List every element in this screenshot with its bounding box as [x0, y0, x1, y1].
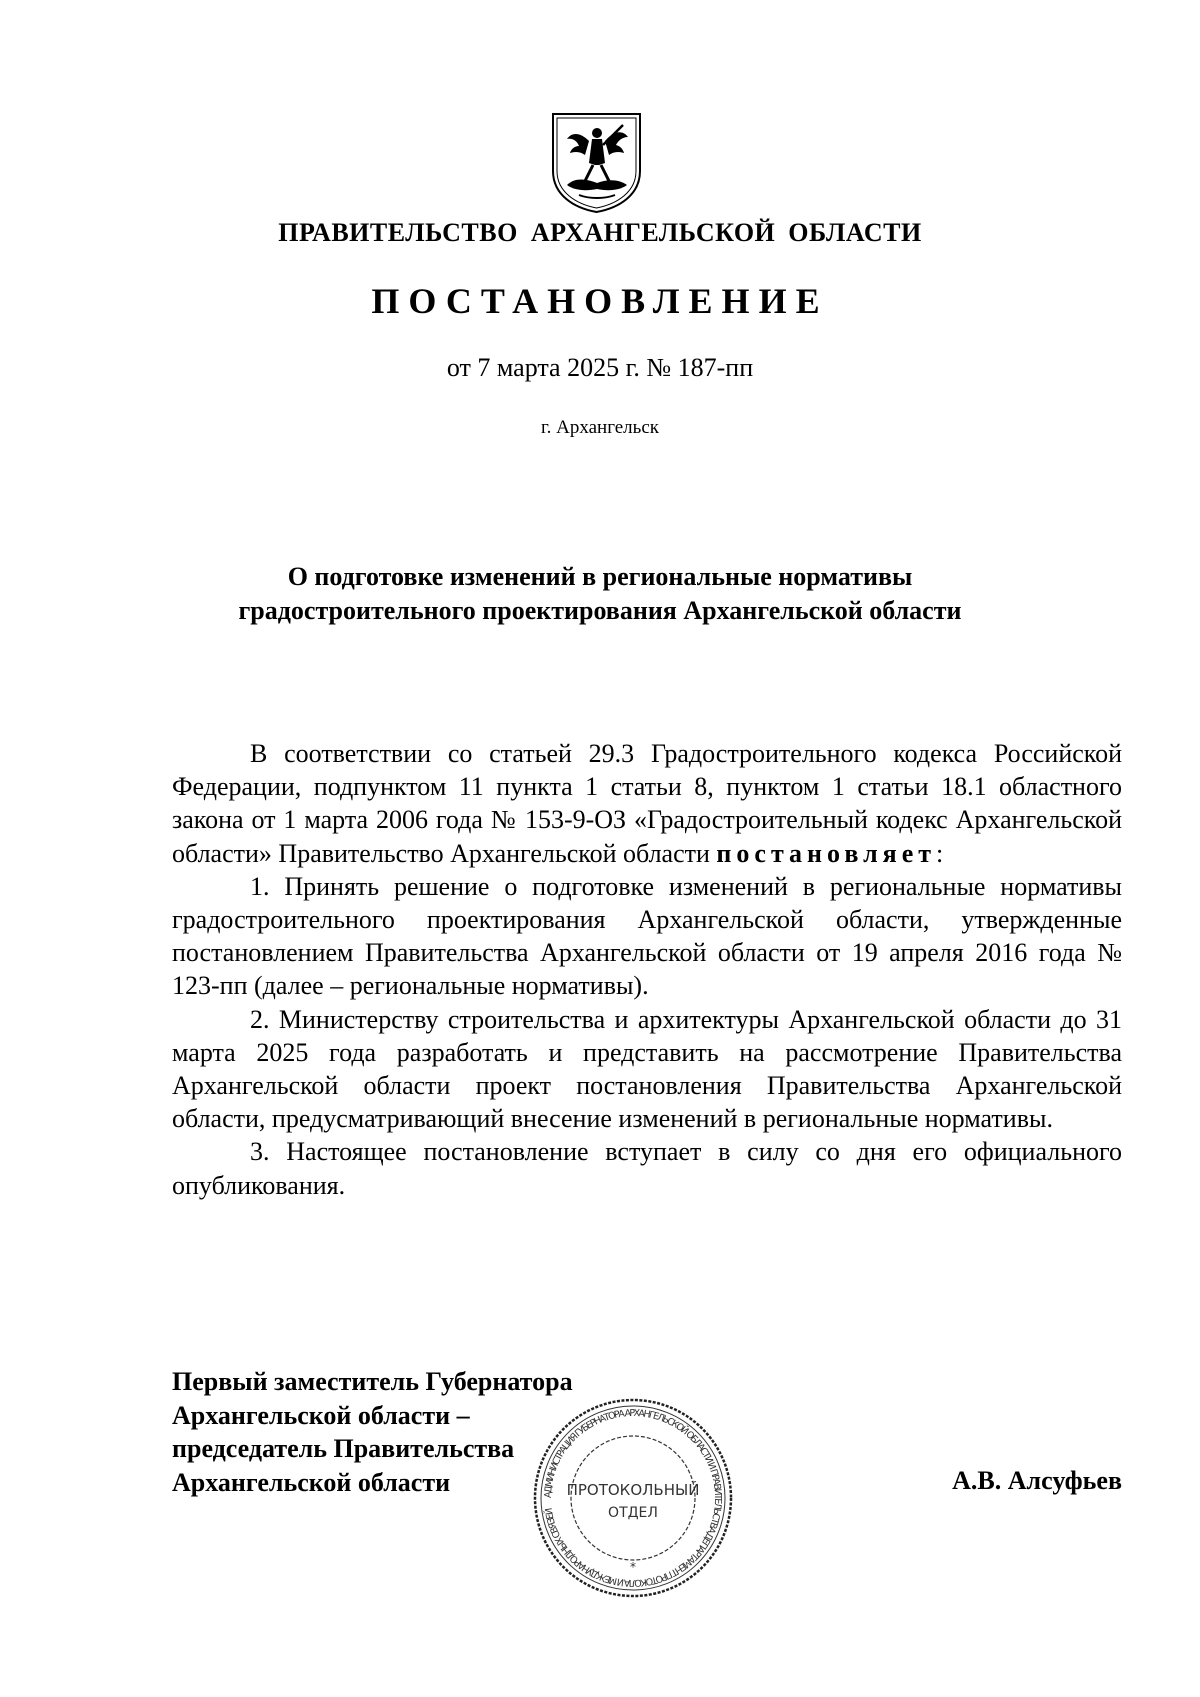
signer-position-line4: Архангельской области — [172, 1467, 451, 1497]
document-title-line1: О подготовке изменений в региональные нормативы — [287, 562, 913, 591]
item-1: 1. Принять решение о подготовке изменений в региональные нормативы градостроительного проектирования Архангельской области, утвержденные постановлением Правительства Архангельской области от 19 апреля 2016 года № 123-пп (далее – региональные нормативы). — [172, 871, 1122, 1001]
signer-position-line1: Первый заместитель Губернатора — [172, 1367, 573, 1396]
archangel-coat-of-arms-icon — [549, 111, 644, 214]
document-type: ПОСТАНОВЛЕНИЕ — [371, 281, 829, 321]
signer-position — [172, 1365, 573, 1499]
organization-name: ПРАВИТЕЛЬСТВО АРХАНГЕЛЬСКОЙ ОБЛАСТИ — [278, 218, 922, 247]
document-city: г. Архангельск — [540, 417, 659, 438]
stamp-center-line2: ОТДЕЛ — [608, 1505, 658, 1521]
official-stamp — [530, 1395, 736, 1601]
resolves-colon: : — [936, 838, 944, 868]
document-title — [0, 560, 1200, 628]
item-2: 2. Министерству строительства и архитектуры Архангельской области до 31 марта 2025 года разработать и представить на рассмотрение Правительства Архангельской области проект постановления Правительства Архангельской области, предусматривающий внесение изменений в региональные нормативы. — [172, 1004, 1122, 1134]
signer-position-line2: Архангельской области – — [172, 1400, 470, 1430]
resolves-word: постановляет — [716, 838, 937, 868]
signer-position-line3: председатель Правительства — [172, 1434, 515, 1463]
stamp-center-line1: ПРОТОКОЛЬНЫЙ — [566, 1481, 700, 1499]
stamp-star-icon: * — [630, 1560, 636, 1574]
item-3: 3. Настоящее постановление вступает в силу со дня его официального опубликования. — [172, 1137, 1122, 1200]
document-date-number: от 7 марта 2025 г. № 187-пп — [446, 353, 754, 382]
stamp-ring-text: АДМИНИСТРАЦИЯ ГУБЕРНАТОРА АРХАНГЕЛЬСКОЙ ОБЛАСТИ И ПРАВИТЕЛЬСТВА ДЕПАРТАМЕНТ ПРОТОКОЛА И МЕЖДУНАРОДНЫХ СВЯЗЕЙ — [542, 1407, 724, 1589]
intro-paragraph — [172, 737, 1122, 870]
document-title-line2: градостроительного проектирования Архангельской области — [238, 596, 962, 625]
signer-name: А.В. Алсуфьев — [952, 1466, 1122, 1495]
document-body — [172, 737, 1122, 1202]
intro-text: В соответствии со статьей 29.3 Градостроительного кодекса Российской Федерации, подпунктом 11 пункта 1 статьи 8, пунктом 1 статьи 18.1 областного закона от 1 марта 2006 года № 153-9-ОЗ «Градостроительный кодекс Архангельской области» Правительство Архангельской области — [172, 739, 1122, 868]
